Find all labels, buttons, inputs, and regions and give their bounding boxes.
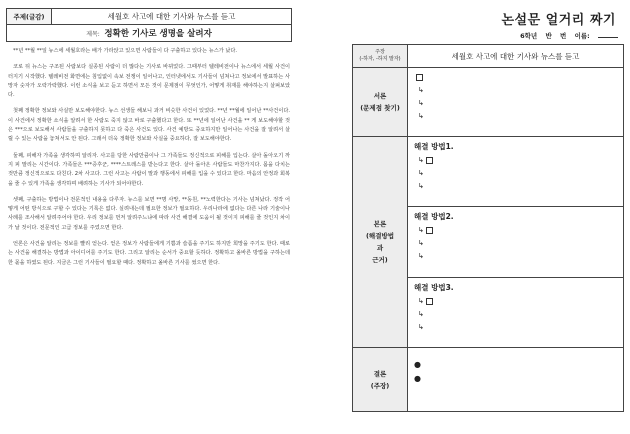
solution-block xyxy=(408,278,623,347)
article-paragraph: 둘째, 피해자 가족을 생각하며 알리자. 사고를 당한 사람만큼이나 그 가족들도 정신적으로 피해를 입는다. 살아 돌아오기 까지 피 말리는 시간이다. 가족들은 ***증후군, ****스트레스를 받는다고 한다. 살아 돌아온 사람들도 마찬가지다. 몸을 다치는 것만큼 정신적으로도 다친다. 2차 사고다. 그런 사고는 사람이 말과 행동에서 피해를 입을 수 있다고 한다. 마음의 안정과 회복을 줄 수 있게 가족을 생각하며 배려하는 기사가 되어야한다. xyxy=(8,152,290,187)
claim-label-line1: 주장 xyxy=(375,49,385,55)
name-field[interactable] xyxy=(598,37,618,38)
conclusion-label-line1: 결론 xyxy=(373,369,387,378)
conclusion-label-line2: (주장) xyxy=(370,381,390,390)
body-label-line2: (해결방법 xyxy=(365,232,395,240)
claim-label-line2: (-하자, -하지 말자) xyxy=(359,56,401,62)
name-label: 이름: xyxy=(574,32,590,40)
number-label: 번 xyxy=(560,32,567,40)
solution-heading: 해결 방법1. xyxy=(414,142,454,151)
arrow-icon: ↳ xyxy=(418,297,424,305)
topic-text: 세월호 사고에 대한 기사와 뉴스를 듣고 xyxy=(52,9,292,25)
body-cell[interactable] xyxy=(408,137,624,348)
solution-block xyxy=(408,207,623,278)
body-label xyxy=(353,137,408,348)
topic-table xyxy=(6,8,292,42)
article-title: 정확한 기사로 생명을 살려자 xyxy=(104,29,212,39)
checkbox[interactable] xyxy=(426,298,433,305)
arrow-icon: ↳ xyxy=(418,112,424,120)
intro-label xyxy=(353,68,408,137)
topic-label: 주제(글감) xyxy=(7,9,52,25)
arrow-icon: ↳ xyxy=(418,169,424,177)
solution-heading: 해결 방법2. xyxy=(414,212,454,221)
body-label-line3: 과 xyxy=(376,244,384,252)
checkbox[interactable] xyxy=(426,227,433,234)
claim-label xyxy=(353,45,408,68)
article-panel xyxy=(6,8,292,275)
intro-label-line1: 서론 xyxy=(373,92,387,100)
arrow-checkbox-line xyxy=(408,295,623,308)
title-label: 제목: xyxy=(86,31,100,38)
conclusion-cell[interactable] xyxy=(408,348,624,412)
intro-checkbox-line xyxy=(408,68,623,84)
claim-value: 세월호 사고에 대한 기사와 뉴스를 듣고 xyxy=(408,45,624,68)
arrow-checkbox-line xyxy=(408,224,623,237)
arrow-icon: ↳ xyxy=(418,156,424,164)
arrow-icon: ↳ xyxy=(418,86,424,94)
intro-cell[interactable] xyxy=(408,68,624,137)
arrow-icon: ↳ xyxy=(418,239,424,247)
arrow-icon: ↳ xyxy=(418,99,424,107)
conclusion-label xyxy=(353,348,408,412)
grade-label: 6학년 xyxy=(520,32,538,40)
bullet-icon: ● xyxy=(414,374,421,383)
class-label: 반 xyxy=(545,32,552,40)
arrow-icon: ↳ xyxy=(418,182,424,190)
solution-heading: 해결 방법3. xyxy=(414,283,454,292)
bullet-icon: ● xyxy=(414,360,421,369)
article-body xyxy=(6,47,292,268)
arrow-icon: ↳ xyxy=(418,310,424,318)
intro-label-line2: (문제점 찾기) xyxy=(360,104,400,112)
arrow-icon: ↳ xyxy=(418,226,424,234)
checkbox[interactable] xyxy=(416,74,423,81)
outline-table xyxy=(352,44,624,412)
student-info xyxy=(352,31,618,40)
solution-block xyxy=(408,137,623,207)
body-label-line1: 본론 xyxy=(373,220,387,228)
article-paragraph: **년 **월 **일 뉴스에 세월호라는 배가 가라앉고 있으면 사람들이 다 구출하고 있다는 뉴스가 났다. xyxy=(13,48,238,54)
checkbox[interactable] xyxy=(426,157,433,164)
article-title-cell xyxy=(7,25,292,42)
body-label-line4: 근거) xyxy=(372,256,388,264)
article-paragraph: 코로 뒤 뉴스는 구조된 사람보다 실종된 사람이 더 많다는 기사로 바뀌었다. 그때부터 텔레비전이나 뉴스에서 세월 사건이 터지기 시작했다. 텔레비전 화면에는 침입없이 속보 전쟁이 일어나고, 인터넷에서도 기사들이 넘쳐나고 정보에서 발표하는 사망자 숫자가 오락가락했다. 이런 소식을 보고 듣고 하면서 모든 것이 문제점이 무엇인가, 어떻게 취재를 해야하는지 살펴보았다. xyxy=(8,64,290,99)
worksheet-panel xyxy=(352,8,624,412)
arrow-icon: ↳ xyxy=(418,323,424,331)
worksheet-title: 논설문 얼거리 짜기 xyxy=(501,13,616,28)
article-paragraph: 셋째, 구출하는 방법이나 전문적인 내용을 다루자. 뉴스를 보면 **명 사망, **동원, **노력한다는 기사는 넘쳐났다. 정작 어떻게 어떤 방식으로 구할 수 있다는 기록은 없다. 실려내는데 필요한 정보가 필요하다. 우리나라에 없다는 다른 나라 기술이나 사례를 조사해서 알려주어야 한다. 우리 정보를 먼저 알려주느냐에 따라 사건 해결에 도움이 될 것이지 피해를 줄 것인지 차이가 날 것이다. 전문적인 고급 정보를 주었으면 한다. xyxy=(8,196,290,231)
article-paragraph: 언론은 사건을 알리는 정보를 빨리 얻는다. 얻은 정보가 사람들에게 기쁨과 슬픔을 주기도 하지만 희망을 주기도 한다. 때로는 사건을 해결하는 방법과 아이디어를 주기도 한다. 그리고 알리는 순서가 중요할 듯하다. 정확하고 올바른 방법을 구하는데 한 몫을 하였도 된다. 지금은 그런 기사들이 필요할 때다. 정확하고 올바른 기사를 썼으면 한다. xyxy=(8,241,290,266)
article-paragraph: 첫째 정확한 정보와 사실만 보도해야한다. 뉴스 선생들 해보니 과거 비슷한 사건이 있었다. **년 **월에 일어난 **사건이다. 이 사건에서 정확한 소식을 알려서 한 사람도 죽지 않고 바로 구출했다고 한다. 또 **년에 일어난 사건을 ** 게 보도해야할 것은 ***으로 보도해서 사람들을 구출하지 못하고 다 죽은 사건도 있다. 사건 예방도 중요하지만 일어나는 사건을 잘 알려서 살릴 수 있는 사람을 놓쳐서도 안 된다. 그래서 더욱 정확한 정보와 사실을 중요하다, 잘 보도해야한다. xyxy=(8,108,290,143)
arrow-checkbox-line xyxy=(408,154,623,167)
arrow-icon: ↳ xyxy=(418,252,424,260)
